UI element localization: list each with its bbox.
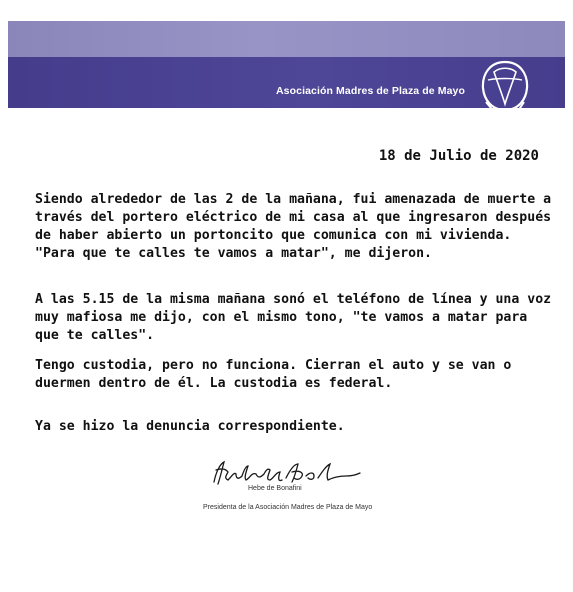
organization-name: Asociación Madres de Plaza de Mayo: [276, 85, 465, 97]
signatory-name: Hebe de Bonafini: [248, 485, 302, 492]
paragraph-threat-portero: Siendo alrededor de las 2 de la mañana, fui amenazada de muerte a través del portero eléctrico de mi casa al que ingresaron después de haber abierto un portoncito que comunica con mi vivienda. "Para que te calles te vamos a matar", me dijeron.: [35, 192, 552, 261]
signatory-role: Presidenta de la Asociación Madres de Plaza de Mayo: [203, 504, 373, 511]
letter-date: 18 de Julio de 2020: [378, 148, 539, 164]
banner-band-light: [8, 21, 565, 57]
paragraph-custody: Tengo custodia, pero no funciona. Cierran el auto y se van o duermen dentro de él. La custodia es federal.: [35, 358, 512, 391]
paragraph-threat-phone: A las 5.15 de la misma mañana sonó el teléfono de línea y una voz muy mafiosa me dijo, con el mismo tono, "te vamos a matar para que te calles".: [35, 292, 552, 343]
paragraph-complaint: Ya se hizo la denuncia correspondiente.: [35, 419, 345, 434]
headscarf-logo-icon: [476, 54, 534, 108]
letterhead-banner: [8, 21, 565, 108]
